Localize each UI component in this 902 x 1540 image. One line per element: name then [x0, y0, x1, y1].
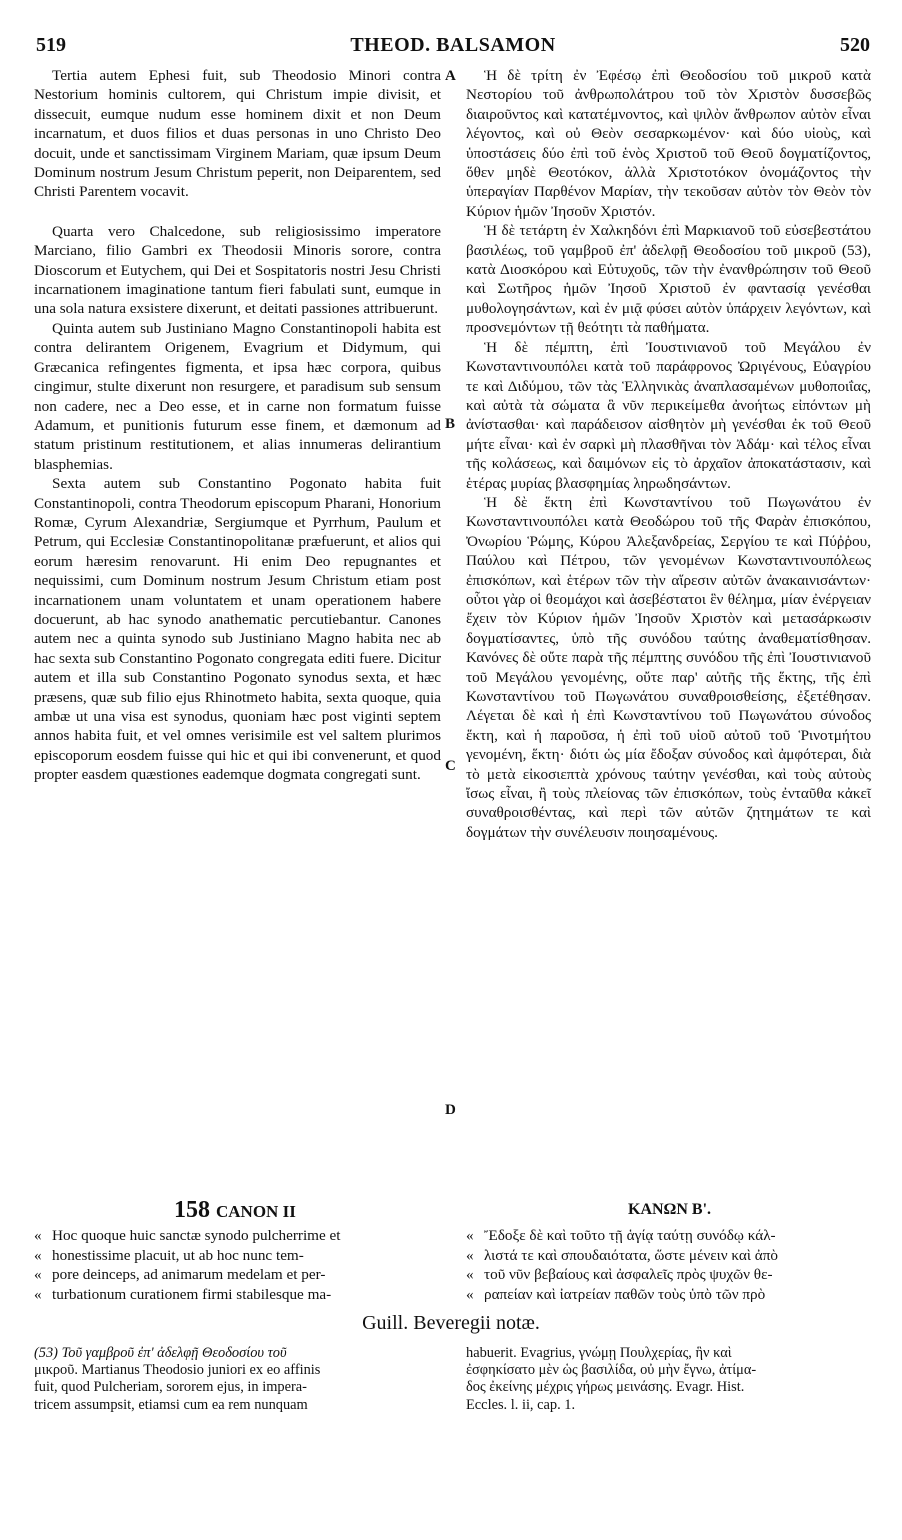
- canon-title-greek: ΚΑΝΩΝ Β'.: [628, 1201, 712, 1218]
- page-number-left: 519: [36, 34, 66, 56]
- section-marker-a: A: [445, 68, 456, 84]
- note-line: δος ἐκείνης μέχρις γήρως μεινάσης. Evagr. Hist.: [466, 1379, 745, 1396]
- latin-paragraph: Quinta autem sub Justiniano Magno Constantinopoli habita est contra delirantem Origenem, Evagrium et Didymum, qui Græcanica refingentes figmenta, et ipsa hæc corpora, quibus cingimur, stulte dixerunt non resurgere, et paradisum sub sensum non cadere, nec a Deo esse, et in carne non formatum fuisse Adamum, et punitionis futurum esse finem, et dæmonum ad statum pristinum restitutionem, et alias innumeras delirantium blasphemias.: [34, 319, 441, 473]
- section-marker-b: B: [445, 416, 456, 432]
- greek-paragraph: Ἡ δὲ τρίτη ἐν Ἐφέσῳ ἐπὶ Θεοδοσίου τοῦ μικροῦ κατὰ Νεστορίου τοῦ ἀνθρωπολάτρου τοῦ τὸν Χριστὸν δυσσεβῶς διαιροῦντος καὶ κατατέμνοντος, καὶ ψιλὸν ἄνθρωπον αὐτὸν εἶναι λέγοντος, καὶ οὐ Θεὸν σεσαρκωμένον· καὶ δύο υἱοὺς, καὶ ὑποστάσεις δύο ἐπὶ τοῦ ἑνὸς Χριστοῦ τοῦ Θεοῦ δογματίζοντος, ὅθεν μηδὲ Θεοτόκον, ἀλλὰ Χριστοτόκον ὀνομάζοντος τὴν ὑπεραγίαν Παρθένον Μαρίαν, τὴν τεκοῦσαν αὐτὸν τὸν Θεὸν τὸν Κύριον ἡμῶν Ἰησοῦν Χριστόν.: [466, 67, 871, 220]
- greek-paragraph: Ἡ δὲ ἕκτη ἐπὶ Κωνσταντίνου τοῦ Πωγωνάτου ἐν Κωνσταντινουπόλει κατὰ Θεοδώρου τοῦ τῆς Φαρὰν ἐπισκόπου, Ὀνωρίου Ῥώμης, Κύρου Ἀλεξανδρείας, Σεργίου τε καὶ Πύῤῥου, Παύλου καὶ Πέτρου, τῶν γενομένων Κωνσταντινουπόλεως ἐπισκόπων, καὶ ἑτέρων τῶν τὴν αἵρεσιν αὐτῶν ἀνακαινισάντων· οὗτοι γὰρ οἱ θεομάχοι καὶ ἀσεβέστατοι ἓν θέλημα, μίαν ἐνέργειαν ἔχειν τὸν Κύριον ἡμῶν Ἰησοῦν Χριστὸν καὶ μετασάρκωσιν δογματίσαντες, ὑπὸ τῆς συνόδου ταύτης ἀναθεματίσθησαν. Κανόνες δὲ οὔτε παρὰ τῆς πέμπτης συνόδου τῆς ἐπὶ Ἰουστινιανοῦ τοῦ Μεγάλου γενομένης, οὔτε παρ' αὐτῆς τῆς ἕκτης, τῆς ἐπὶ Κωνσταντίνου τοῦ Πωγωνάτου συναθροισθείσης, ἐξετέθησαν. Λέγεται δὲ καὶ ἡ ἐπὶ Κωνσταντίνου τοῦ Πωγωνάτου σύνοδος ἕκτη, καὶ ἡ παροῦσα, ἡ ἐπὶ τοῦ υἱοῦ αὐτοῦ τοῦ Ῥινοτμήτου γενομένη, ἕκτη· διότι ὡς μία ἔδοξαν σύνοδος καὶ ἀμφότεραι, διὰ τὸ μετὰ εἰκοσιεπτὰ χρόνους ταύτην γενέσθαι, καὶ τοὺς αὐτοὺς ἴσως εἶναι, ἢ τοὺς πλείονας τῶν ἐπισκόπων, τοὺς ἐνταῦθα κἀκεῖ συναθροισθέντας, καὶ περὶ τῶν αὐτῶν ζητημάτων τε καὶ δογμάτων τὴν συνέλευσιν ποιησαμένους.: [466, 493, 871, 841]
- canon-line: « ραπείαν καὶ ἰατρείαν παθῶν τοὺς ὑπὸ τῶν πρὸ: [466, 1285, 766, 1303]
- note-line: Eccles. l. ii, cap. 1.: [466, 1396, 576, 1413]
- latin-paragraph: Quarta vero Chalcedone, sub religiosissimo imperatore Marciano, filio Gambri ex Theodosii Minoris sorore, contra Dioscorum et Eutychem, qui Dei et Sospitatoris nostri Jesu Christi incarnationem imaginatione tantum fieri fabulati sunt, eumque in una sola natura exsistere dixerunt, et deitati passiones attribuerunt.: [34, 222, 441, 318]
- running-header: [36, 34, 870, 60]
- canon-line: « Hoc quoque huic sanctæ synodo pulcherrime et: [34, 1227, 341, 1244]
- canon-line: « τοῦ νῦν βεβαίους καὶ ἀσφαλεῖς πρὸς ψυχῶν θε-: [466, 1266, 773, 1284]
- latin-column: [34, 66, 441, 785]
- latin-paragraph: Sexta autem sub Constantino Pogonato habita fuit Constantinopoli, contra Theodorum episcopum Pharani, Honorium Romæ, Cyrum Alexandriæ, Sergiumque et Pyrrhum, Paulum et Petrum, qui Ecclesiæ Constantinopolitanæ præfuerunt, et alios qui eorum hæresim renovarunt. Hi enim Deo repugnantes et nequissimi, cum Dominum nostrum Jesum Christum etiam post incarnationem unam voluntatem et unam operationem habere docuerunt, ab hac synodo anathematic percutiebantur. Canones autem nec a quinta synodo sub Justiniano Magno habita nec ab hac sexta sub Constantino Pogonato congregata editi fuere. Dicitur autem et illa sub Constantino Pogonato synodus sexta, et hæc præsens, quæ sub filio ejus Rhinotmeto habita, sexta quoque, quia ambæ ut una visa est synodus, quoniam hæc post viginti septem annos habita fuit, et vel omnes verisimile est vel saltem plurimos episcoporum eosdem fuisse qui hic et qui ibi convenerunt, et quod propter easdem quæstiones eademque dogmata congregati sunt.: [34, 475, 441, 784]
- notes-title: Guill. Beveregii notæ.: [362, 1312, 540, 1334]
- canon-line: « turbationum curationem firmi stabilesque ma-: [34, 1285, 332, 1303]
- quote-mark: «: [34, 1285, 42, 1303]
- canon-text-latin: [34, 1226, 441, 1304]
- quote-mark: «: [466, 1246, 474, 1264]
- canon-line: « Ἔδοξε δὲ καὶ τοῦτο τῇ ἁγίᾳ ταύτῃ συνόδῳ κάλ-: [466, 1227, 776, 1244]
- canon-text-greek: [466, 1226, 871, 1304]
- note-line: tricem assumpsit, etiamsi cum ea rem nunquam: [34, 1396, 308, 1413]
- canon-number: 158: [174, 1197, 210, 1223]
- canon-line: « honestissime placuit, ut ab hoc nunc tem-: [34, 1246, 304, 1264]
- quote-mark: «: [466, 1266, 474, 1284]
- note-line: ἐσφηκίσατο μὲν ὡς βασιλίδα, οὐ μὴν ἔγνω, ἀτίμα-: [466, 1362, 757, 1379]
- notes-right: [466, 1345, 871, 1414]
- note-line: μικροῦ. Martianus Theodosio juniori ex eo affinis: [34, 1362, 321, 1379]
- quote-mark: «: [34, 1227, 42, 1244]
- greek-paragraph: Ἡ δὲ τετάρτη ἐν Χαλκηδόνι ἐπὶ Μαρκιανοῦ τοῦ εὐσεβεστάτου βασιλέως, τοῦ γαμβροῦ ἐπ' ἀδελφῇ Θεοδοσίου τοῦ μικροῦ (53), κατὰ Διοσκόρου καὶ Εὐτυχοῦς, τῶν τὴν ἐνανθρώπησιν τοῦ Θεοῦ καὶ Σωτῆρος ἡμῶν Ἰησοῦ Χριστοῦ ἐν φαντασίᾳ γενέσθαι μυθολογησάντων, καὶ ἐν μιᾷ φύσει αὐτὸν ὑπάρχειν λεγόντων, καὶ προσνεμόντων τῇ θεότητι τὰ παθήματα.: [466, 222, 871, 337]
- quote-mark: «: [466, 1285, 474, 1303]
- canon-heading-latin: [174, 1197, 296, 1224]
- greek-column: [466, 66, 871, 842]
- canon-line: « pore deinceps, ad animarum medelam et per-: [34, 1266, 326, 1284]
- section-marker-d: D: [445, 1102, 456, 1118]
- latin-paragraph: Tertia autem Ephesi fuit, sub Theodosio Minori contra Nestorium hominis cultorem, qui Christum impie divisit, et dissecuit, eumque nudum esse hominem dixit et non Deum incarnatum, et duos filios et duas personas in uno Christo Deo docuit, unde et sanctissimam Virginem Mariam, quæ ipsum Deum Dominum nostrum Jesum Christum peperit, non Deiparentem, sed Christi Parentem vocavit.: [34, 67, 441, 201]
- note-line: (53) Τοῦ γαμβροῦ ἐπ' ἀδελφῇ Θεοδοσίου τοῦ: [34, 1345, 287, 1361]
- notes-left: [34, 1345, 440, 1414]
- page-title: THEOD. BALSAMON: [350, 34, 556, 56]
- greek-paragraph: Ἡ δὲ πέμπτη, ἐπὶ Ἰουστινιανοῦ τοῦ Μεγάλου ἐν Κωνσταντινουπόλει κατὰ τοῦ παράφρονος Ὠριγένους, Εὐαγρίου τε καὶ Διδύμου, τῶν τὰς Ἑλληνικὰς ἀναπλασαμένων μυθοποιΐας, καὶ αὐτὰ τὰ σώματα ἃ νῦν περικείμεθα ἀνοήτως εἰπόντων μὴ ἀνίστασθαι· καὶ παράδεισον αἰσθητὸν μὴ γενέσθαι ἐκ τοῦ Θεοῦ μήτε εἶναι· καὶ ἐν σαρκὶ μὴ πλασθῆναι τὸν Ἀδάμ· καὶ τέλος εἶναι τῆς κολάσεως, καὶ δαιμόνων εἰς τὸ ἀρχαῖον ἀποκατάστασιν, καὶ ἑτέρας μυρίας βλασφημίας ληρωδησάντων.: [466, 338, 871, 492]
- note-line: fuit, quod Pulcheriam, sororem ejus, in impera-: [34, 1379, 307, 1396]
- quote-mark: «: [34, 1246, 42, 1264]
- note-line: habuerit. Evagrius, γνώμῃ Πουλχερίας, ἣν καὶ: [466, 1345, 732, 1361]
- page-number-right: 520: [840, 34, 870, 56]
- canon-line: « λιστά τε καὶ σπουδαιότατα, ὥστε μένειν καὶ ἀπὸ: [466, 1246, 778, 1264]
- quote-mark: «: [34, 1266, 42, 1284]
- quote-mark: «: [466, 1227, 474, 1244]
- section-marker-c: C: [445, 758, 456, 774]
- canon-title-latin: CANON II: [216, 1202, 296, 1221]
